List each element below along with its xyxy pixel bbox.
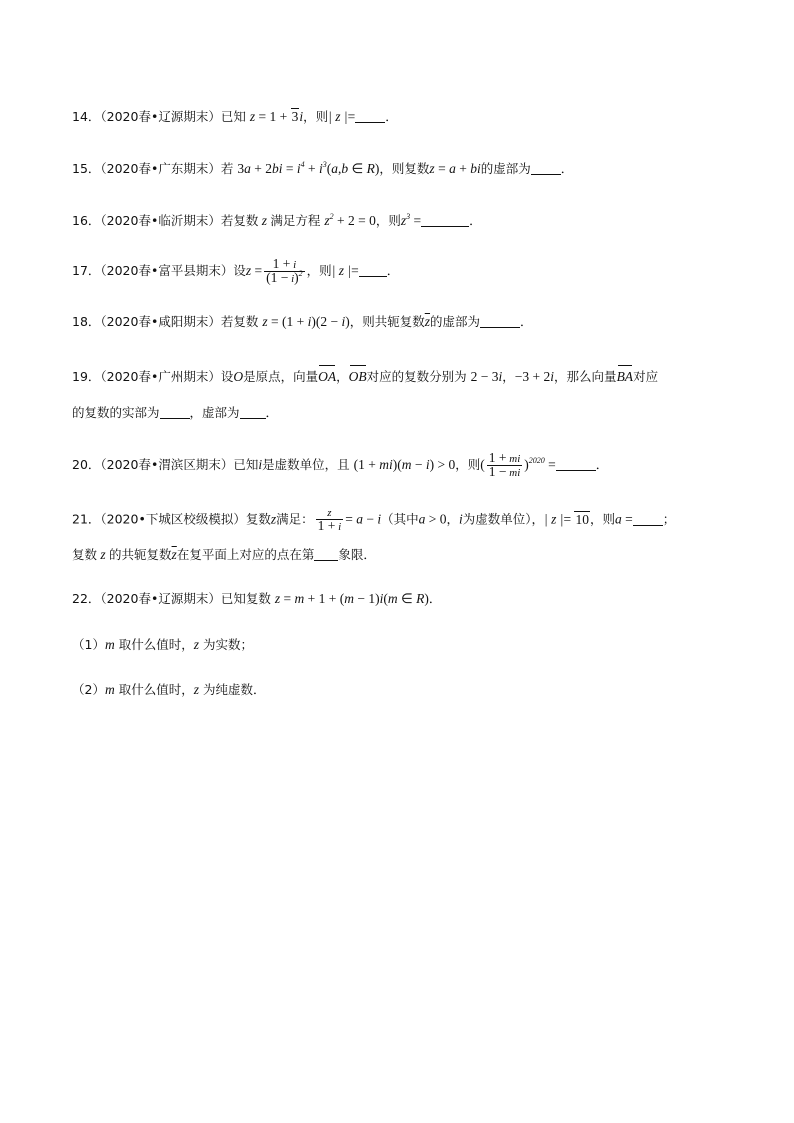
formula: )$^{2020}$ = — [524, 456, 556, 472]
question-text: 是原点，向量 — [243, 369, 319, 384]
question-text: 的虚部为 — [480, 161, 531, 176]
formula: $\overline{z}$ — [171, 547, 177, 562]
formula: $z^3$ = — [400, 212, 422, 228]
formula: z — [193, 682, 199, 697]
question-text: ，则共轭复数 — [349, 314, 425, 329]
question-text: 取什么值时， — [118, 637, 194, 652]
question-text: 满足： — [276, 511, 314, 527]
question-text: 复数 — [245, 511, 271, 527]
question-15 — [72, 160, 573, 178]
question-text: ． — [265, 405, 279, 420]
answer-blank[interactable] — [160, 406, 190, 419]
question-source: （2020春•富平县期末） — [100, 263, 234, 278]
question-text: 在复平面上对应的点在第 — [176, 547, 315, 562]
question-text: ． — [560, 161, 574, 176]
question-number: 16． — [72, 213, 101, 228]
question-text: 的复数的实部为 — [72, 405, 160, 420]
answer-blank[interactable] — [421, 214, 469, 227]
question-text: 复数 — [72, 547, 98, 562]
question-text: 设 — [233, 263, 246, 278]
question-text: 象限． — [338, 547, 376, 562]
formula: a > 0 — [418, 511, 447, 527]
answer-blank[interactable] — [633, 513, 663, 526]
question-text: 若复数 — [220, 213, 259, 228]
question-text: ，则 — [306, 263, 332, 278]
formula: z = m + 1 + (m − 1)i(m ∈ R) — [274, 591, 429, 606]
formula: $\overline{z}$ — [424, 314, 431, 329]
question-source: （2020春•广州期末） — [100, 369, 221, 384]
formula: z — [193, 637, 199, 652]
question-text: （其中 — [381, 511, 419, 527]
formula: | z |= — [331, 263, 359, 278]
question-text: ，那么向量 — [554, 369, 617, 384]
sub-question-2 — [72, 681, 265, 699]
answer-blank[interactable] — [314, 548, 338, 561]
question-text: ，则 — [303, 109, 329, 124]
formula: z = a + bi — [429, 161, 481, 176]
question-18 — [72, 313, 533, 331]
question-text: ，则 — [455, 457, 481, 472]
formula: z = — [245, 263, 263, 278]
fraction: $\frac{1 + mi}{1 - mi}$ — [488, 450, 521, 479]
question-source: （2020春•渭滨区期末） — [100, 457, 234, 472]
question-number: 22． — [72, 591, 101, 606]
question-number: 18． — [72, 314, 101, 329]
formula: a = — [614, 511, 633, 527]
question-text: 已知复数 — [220, 591, 271, 606]
question-21-continued — [72, 546, 376, 564]
question-text: ，虚部为 — [189, 405, 240, 420]
question-16 — [72, 212, 482, 230]
question-number: 21． — [72, 511, 101, 527]
question-text: ． — [520, 314, 533, 329]
question-text: 若 — [220, 161, 234, 176]
question-source: （2020春•临沂期末） — [100, 213, 221, 228]
fraction: $\frac{1 + i}{(1 - i)^2}$ — [266, 256, 303, 285]
question-19 — [72, 368, 658, 386]
question-text: ． — [595, 457, 609, 472]
formula: $3a + 2bi = i^4 + i^3(a,b$ ∈ R) — [237, 160, 380, 176]
question-number: 14． — [72, 109, 101, 124]
question-20 — [72, 452, 608, 479]
formula: | z |= 10 — [544, 511, 589, 527]
question-text: ． — [469, 213, 482, 228]
question-text: ， — [336, 369, 349, 384]
vector-formula: BA — [616, 369, 634, 384]
question-text: 对应的复数分别为 — [366, 369, 467, 384]
formula: ( — [480, 457, 485, 472]
question-text: ； — [662, 511, 676, 527]
question-17 — [72, 258, 399, 285]
vector-formula: OA — [318, 369, 337, 384]
vector-formula: OB — [348, 369, 367, 384]
question-14 — [72, 108, 398, 126]
question-text: 若复数 — [220, 314, 259, 329]
question-text: ， — [446, 511, 459, 527]
formula: i — [258, 457, 263, 472]
question-22 — [72, 590, 441, 608]
fraction: $\frac{z}{1 + i}$ — [317, 507, 342, 533]
question-text: ． — [386, 263, 400, 278]
formula: z — [97, 547, 110, 562]
question-text: 是虚数单位，且 — [262, 457, 350, 472]
question-text: 设 — [220, 369, 234, 384]
sub-question-label: （2） — [72, 682, 105, 697]
formula: $z^2 + 2 = 0$ — [324, 212, 376, 228]
question-text: ． — [385, 109, 398, 124]
sub-question-label: （1） — [72, 637, 105, 652]
formula: z = 1 + 3i — [249, 109, 304, 124]
question-text: 对应 — [633, 369, 659, 384]
answer-blank[interactable] — [240, 406, 266, 419]
question-text: 取什么值时， — [118, 682, 194, 697]
question-number: 15． — [72, 161, 101, 176]
question-source: （2020春•辽源期末） — [100, 109, 221, 124]
question-text: 满足方程 — [270, 213, 321, 228]
formula: −3 + 2i — [514, 369, 555, 384]
question-text: 为虚数单位）， — [462, 511, 545, 527]
formula: | z |= — [328, 109, 356, 124]
formula: m — [104, 637, 115, 652]
answer-blank[interactable] — [480, 315, 520, 328]
question-text: ． — [428, 591, 442, 606]
question-text: ，则复数 — [379, 161, 430, 176]
question-text: 为纯虚数． — [202, 682, 266, 697]
question-source: （2020春•广东期末） — [100, 161, 221, 176]
answer-blank[interactable] — [531, 162, 561, 175]
answer-blank[interactable] — [355, 110, 385, 123]
formula: m — [104, 682, 115, 697]
formula: 2 − 3i — [470, 369, 503, 384]
question-text: ， — [502, 369, 515, 384]
question-text: 为实数； — [202, 637, 253, 652]
question-number: 19． — [72, 369, 101, 384]
formula: = a − i — [345, 511, 382, 527]
answer-blank[interactable] — [359, 264, 387, 277]
question-text: 已知 — [220, 109, 246, 124]
question-source: （2020春•辽源期末） — [100, 591, 221, 606]
formula: O — [233, 369, 244, 384]
question-number: 17． — [72, 263, 101, 278]
question-text: 已知 — [233, 457, 259, 472]
formula: z = (1 + i)(2 − i) — [262, 314, 350, 329]
formula: z — [270, 511, 277, 527]
question-21 — [72, 507, 675, 533]
answer-blank[interactable] — [556, 458, 596, 471]
formula: (1 + mi)(m − i) > 0 — [353, 457, 456, 472]
formula: i — [459, 511, 463, 527]
question-text: ，则 — [375, 213, 401, 228]
sub-question-1 — [72, 636, 253, 654]
question-text: 的虚部为 — [430, 314, 481, 329]
formula: z — [258, 213, 271, 228]
question-number: 20． — [72, 457, 101, 472]
question-19-continued — [72, 404, 278, 422]
question-text: 的共轭复数 — [109, 547, 172, 562]
question-source: （2020•下城区校级模拟） — [100, 511, 246, 527]
question-source: （2020春•咸阳期末） — [100, 314, 221, 329]
question-text: ，则 — [589, 511, 615, 527]
